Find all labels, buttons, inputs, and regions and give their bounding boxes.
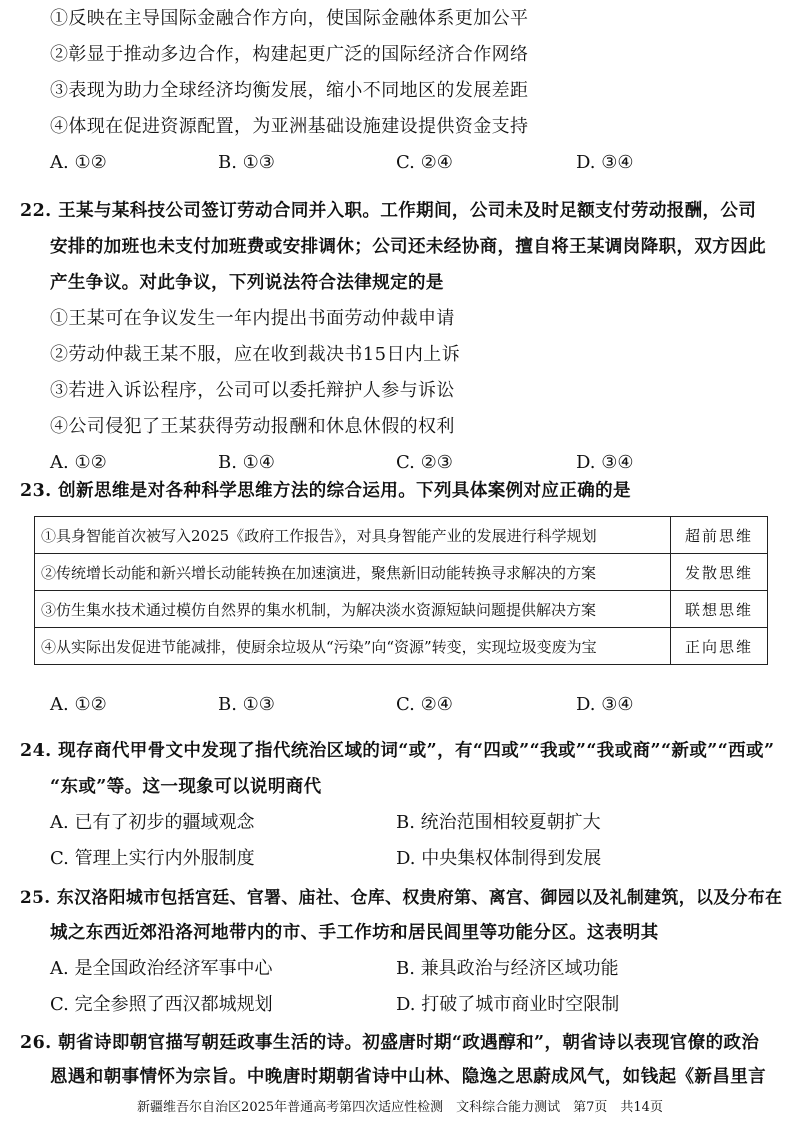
q21-option-d: D. ③④ (576, 152, 634, 173)
q22-stem-line-2: 安排的加班也未支付加班费或安排调休；公司还未经协商，擅自将王某调岗降职，双方因此 (50, 237, 766, 257)
table-row (35, 628, 768, 665)
q24-option-c: C. 管理上实行内外服制度 (50, 848, 255, 869)
q22-option-b: B. ①④ (218, 452, 275, 473)
q22-option-c: C. ②③ (396, 452, 453, 473)
q23-option-b: B. ①③ (218, 694, 275, 715)
q26-stem-line-2: 恩遇和朝事情怀为宗旨。中晚唐时期朝省诗中山林、隐逸之思蔚成风气，如钱起《新昌里言 (50, 1067, 766, 1087)
q23-option-d: D. ③④ (576, 694, 634, 715)
q21-option-c: C. ②④ (396, 152, 453, 173)
q25-option-c: C. 完全参照了西汉都城规划 (50, 994, 273, 1015)
thinking-cell: 联想思维 (671, 591, 768, 628)
q26-stem-line-1: 26. 朝省诗即朝官描写朝廷政事生活的诗。初盛唐时期“政遇醇和”，朝省诗以表现官僚的政治 (20, 1033, 760, 1053)
page-footer: 新疆维吾尔自治区2025年普通高考第四次适应性检测 文科综合能力测试 第7页 共14页 (137, 1100, 663, 1115)
thinking-cell: 正向思维 (671, 628, 768, 665)
q22-item-1: ①王某可在争议发生一年内提出书面劳动仲裁申请 (50, 308, 455, 329)
q21-item-1: ①反映在主导国际金融合作方向，使国际金融体系更加公平 (50, 8, 529, 29)
q22-option-a: A. ①② (50, 452, 107, 473)
table-row (35, 554, 768, 591)
thinking-cell: 发散思维 (671, 554, 768, 591)
q25-stem-line-2: 城之东西近郊沿洛河地带内的市、手工作坊和居民闾里等功能分区。这表明其 (50, 923, 659, 943)
table-row (35, 591, 768, 628)
q24-option-d: D. 中央集权体制得到发展 (396, 848, 602, 869)
case-cell: ①具身智能首次被写入2025《政府工作报告》，对具身智能产业的发展进行科学规划 (35, 517, 671, 554)
q21-item-2: ②彰显于推动多边合作，构建起更广泛的国际经济合作网络 (50, 44, 529, 65)
q23-stem: 23. 创新思维是对各种科学思维方法的综合运用。下列具体案例对应正确的是 (20, 481, 631, 501)
table-row (35, 517, 768, 554)
q22-stem-line-1: 22. 王某与某科技公司签订劳动合同并入职。工作期间，公司未及时足额支付劳动报酬，公司 (20, 201, 757, 221)
q25-option-b: B. 兼具政治与经济区域功能 (396, 958, 619, 979)
q24-stem-line-1: 24. 现存商代甲骨文中发现了指代统治区域的词“或”，有“四或”“我或”“我或商”“新或”“西或” (20, 741, 775, 761)
q23-option-a: A. ①② (50, 694, 107, 715)
q22-item-4: ④公司侵犯了王某获得劳动报酬和休息休假的权利 (50, 416, 455, 437)
q25-option-a: A. 是全国政治经济军事中心 (50, 958, 273, 979)
q25-option-d: D. 打破了城市商业时空限制 (396, 994, 620, 1015)
q21-option-a: A. ①② (50, 152, 107, 173)
q22-stem-line-3: 产生争议。对此争议，下列说法符合法律规定的是 (50, 273, 444, 293)
q22-item-2: ②劳动仲裁王某不服，应在收到裁决书15日内上诉 (50, 344, 461, 365)
q24-stem-line-2: “东或”等。这一现象可以说明商代 (50, 777, 322, 797)
case-cell: ②传统增长动能和新兴增长动能转换在加速演进，聚焦新旧动能转换寻求解决的方案 (35, 554, 671, 591)
q23-case-table (34, 516, 768, 665)
case-cell: ④从实际出发促进节能减排，使厨余垃圾从“污染”向“资源”转变，实现垃圾变废为宝 (35, 628, 671, 665)
q23-option-c: C. ②④ (396, 694, 453, 715)
q22-option-d: D. ③④ (576, 452, 634, 473)
q25-stem-line-1: 25. 东汉洛阳城市包括宫廷、官署、庙社、仓库、权贵府第、离宫、御园以及礼制建筑，以及分布在 (20, 887, 783, 907)
case-cell: ③仿生集水技术通过模仿自然界的集水机制，为解决淡水资源短缺问题提供解决方案 (35, 591, 671, 628)
q24-option-b: B. 统治范围相较夏朝扩大 (396, 812, 601, 833)
q24-option-a: A. 已有了初步的疆域观念 (50, 812, 255, 833)
q21-option-b: B. ①③ (218, 152, 275, 173)
q21-item-3: ③表现为助力全球经济均衡发展，缩小不同地区的发展差距 (50, 80, 529, 101)
q21-item-4: ④体现在促进资源配置，为亚洲基础设施建设提供资金支持 (50, 116, 529, 137)
q22-item-3: ③若进入诉讼程序，公司可以委托辩护人参与诉讼 (50, 380, 455, 401)
thinking-cell: 超前思维 (671, 517, 768, 554)
